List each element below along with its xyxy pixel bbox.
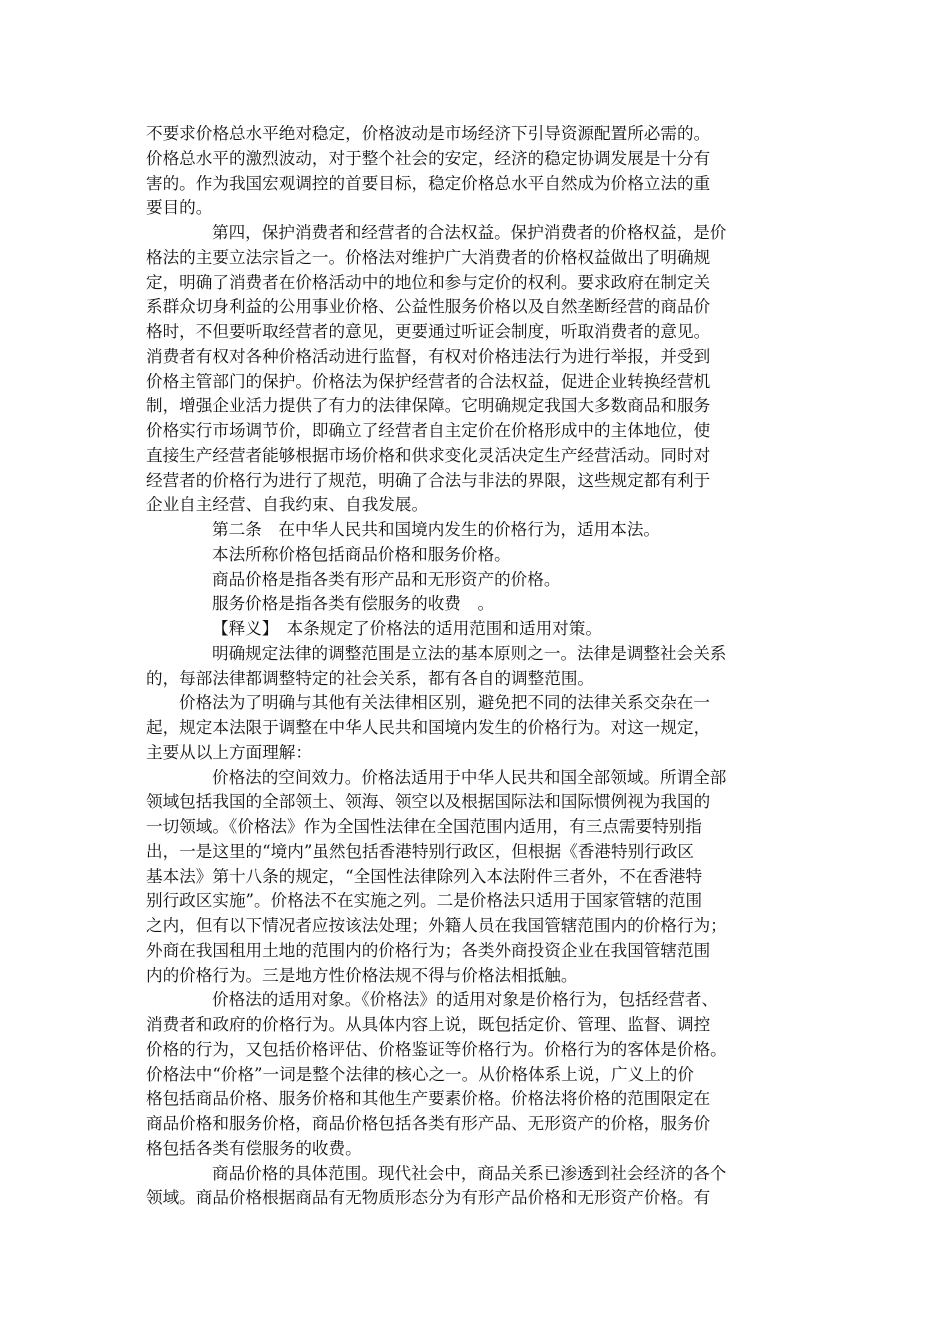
text-line: 内的价格行为。三是地方性价格法规不得与价格法相抵触。: [146, 965, 578, 985]
text-line: 第四，保护消费者和经营者的合法权益。保护消费者的价格权益，是价: [212, 223, 727, 242]
text-line: 制，增强企业活力提供了有力的法律保障。它明确规定我国大多数商品和服务: [146, 396, 711, 416]
text-line: 之内，但有以下情况者应按该法处理；外籍人员在我国管辖范围内的价格行为；: [146, 916, 727, 935]
text-line: 服务价格是指各类有偿服务的收费 。: [212, 594, 495, 614]
text-line: 领域。商品价格根据商品有无物质形态分为有形产品价格和无形资产价格。有: [146, 1188, 711, 1208]
text-line: 害的。作为我国宏观调控的首要目标，稳定价格总水平自然成为价格立法的重: [146, 173, 711, 193]
text-line: 出，一是这里的“境内”虽然包括香港特别行政区，但根据《香港特别行政区: [146, 841, 694, 861]
text-line: 价格主管部门的保护。价格法为保护经营者的合法权益，促进企业转换经营机: [146, 371, 711, 391]
text-line: 价格实行市场调节价，即确立了经营者自主定价在价格形成中的主体地位，使: [146, 421, 711, 440]
text-line: 商品价格和服务价格，商品价格包括各类有形产品、无形资产的价格，服务价: [146, 1114, 711, 1133]
text-line: 第二条 在中华人民共和国境内发生的价格行为，适用本法。: [212, 520, 661, 539]
text-line: 外商在我国租用土地的范围内的价格行为；各类外商投资企业在我国管辖范围: [146, 940, 711, 960]
text-line: 价格法的适用对象。《价格法》的适用对象是价格行为，包括经营者、: [212, 990, 719, 1010]
text-line: 的，每部法律都调整特定的社会关系，都有各自的调整范围。: [146, 668, 595, 688]
text-line: 系群众切身利益的公用事业价格、公益性服务价格以及自然垄断经营的商品价: [146, 297, 711, 317]
text-line: 价格法中“价格”一词是整个法律的核心之一。从价格体系上说，广义上的价: [146, 1064, 694, 1084]
text-line: 格时，不但要听取经营者的意见，更要通过听证会制度，听取消费者的意见。: [146, 322, 711, 341]
text-line: 经营者的价格行为进行了规范，明确了合法与非法的界限，这些规定都有利于: [146, 470, 711, 490]
text-line: 消费者有权对各种价格活动进行监督，有权对价格违法行为进行举报，并受到: [146, 346, 711, 366]
text-line: 商品价格的具体范围。现代社会中，商品关系已渗透到社会经济的各个: [212, 1163, 727, 1183]
text-line: 领域包括我国的全部领土、领海、领空以及根据国际法和国际惯例视为我国的: [146, 792, 711, 812]
text-line: 格包括各类有偿服务的收费。: [146, 1138, 362, 1158]
text-line: 格法的主要立法宗旨之一。价格法对维护广大消费者的价格权益做出了明确规: [146, 247, 711, 267]
text-line: 一切领域。《价格法》作为全国性法律在全国范围内适用，有三点需要特别指: [146, 817, 702, 836]
body-text: [146, 122, 806, 1211]
text-line: 起，规定本法限于调整在中华人民共和国境内发生的价格行为。对这一规定，: [146, 718, 711, 737]
text-line: 明确规定法律的调整范围是立法的基本原则之一。法律是调整社会关系: [212, 643, 727, 663]
text-line: 基本法》第十八条的规定，“全国性法律除列入本法附件三者外，不在香港特: [146, 866, 703, 886]
text-line: 企业自主经营、自我约束、自我发展。: [146, 495, 429, 515]
text-line: 格包括商品价格、服务价格和其他生产要素价格。价格法将价格的范围限定在: [146, 1089, 711, 1109]
text-line: 定，明确了消费者在价格活动中的地位和参与定价的权利。要求政府在制定关: [146, 272, 711, 292]
text-line: 要目的。: [146, 198, 213, 218]
text-line: 价格法的空间效力。价格法适用于中华人民共和国全部领域。所谓全部: [212, 767, 727, 787]
text-line: 消费者和政府的价格行为。从具体内容上说，既包括定价、管理、监督、调控: [146, 1015, 711, 1034]
text-line: 价格总水平的激烈波动，对于整个社会的安定，经济的稳定协调发展是十分有: [146, 148, 711, 168]
text-line: 【释义】 本条规定了价格法的适用范围和适用对策。: [212, 619, 602, 638]
text-line: 别行政区实施”。价格法不在实施之列。二是价格法只适用于国家管辖的范围: [146, 891, 703, 911]
text-line: 不要求价格总水平绝对稳定，价格波动是市场经济下引导资源配置所必需的。: [146, 124, 711, 143]
text-line: 商品价格是指各类有形产品和无形资产的价格。: [212, 569, 561, 589]
text-line: 本法所称价格包括商品价格和服务价格。: [212, 544, 511, 564]
text-line: 主要从以上方面理解：: [146, 742, 312, 762]
text-line: 直接生产经营者能够根据市场价格和供求变化灵活决定生产经营活动。同时对: [146, 445, 711, 465]
text-line: 价格法为了明确与其他有关法律相区别，避免把不同的法律关系交杂在一: [179, 693, 710, 713]
text-line: 价格的行为，又包括价格评估、价格鉴证等价格行为。价格行为的客体是价格。: [146, 1039, 727, 1059]
